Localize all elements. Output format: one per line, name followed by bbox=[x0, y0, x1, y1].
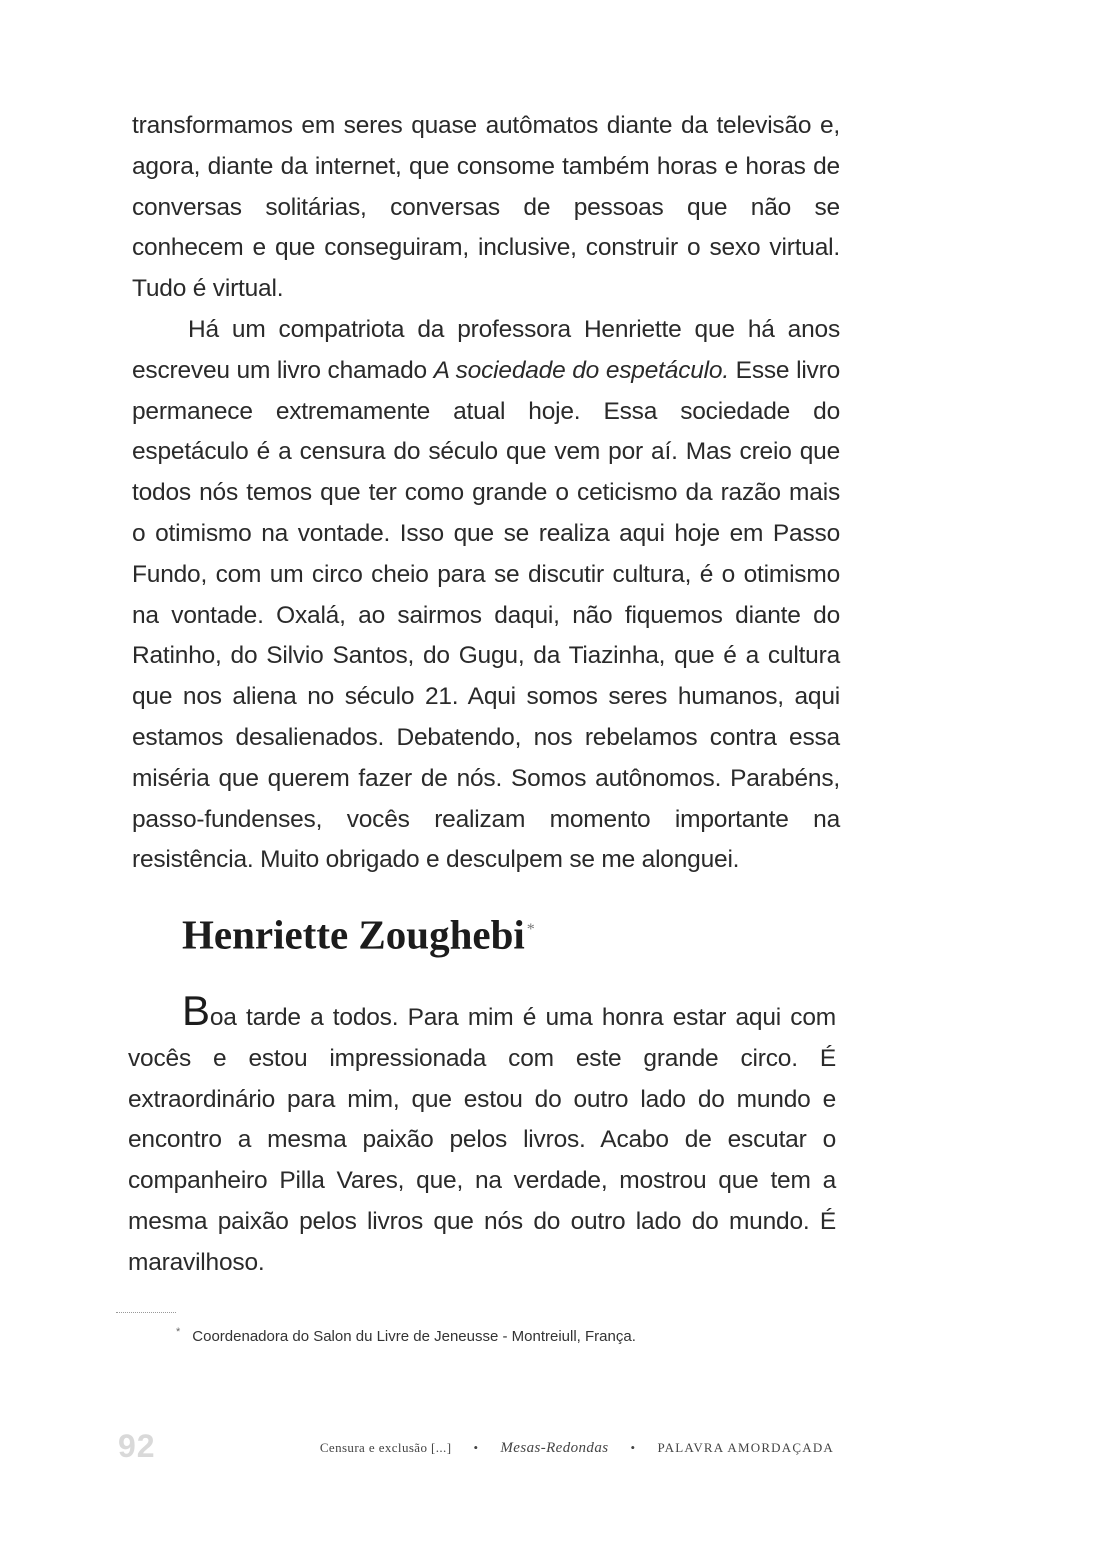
body-text-continued bbox=[132, 106, 840, 881]
paragraph-text-after: Esse livro permanece extremamente atual hoje. Essa sociedade do espetáculo é a censura do século que vem por aí. Mas creio que todos nós temos que ter como grande o ceticismo da razão mais o otimismo na vontade. Isso que se realiza aqui hoje em Passo Fundo, com um circo cheio para se discutir cultura, é o otimismo na vontade. Oxalá, ao sairmos daqui, não fiquemos diante do Ratinho, do Silvio Santos, do Gugu, da Tiazinha, que é a cultura que nos aliena no século 21. Aqui somos seres humanos, aqui estamos desalienados. Debatendo, nos rebelamos contra essa miséria que querem fazer de nós. Somos autônomos. Parabéns, passo-fundenses, vocês realizam momento importante na resistência. Muito obrigado e desculpem se me alonguei. bbox=[132, 356, 840, 874]
footnote-text: Coordenadora do Salon du Livre de Jeneusse - Montreiull, França. bbox=[192, 1328, 636, 1345]
speaker-text bbox=[128, 987, 836, 1284]
footnote bbox=[176, 1326, 636, 1345]
page-footer bbox=[118, 1428, 834, 1468]
speaker-paragraph bbox=[128, 987, 836, 1284]
running-head bbox=[320, 1440, 834, 1457]
footnote-reference: * bbox=[526, 921, 535, 938]
running-head-book-title: PALAVRA AMORDAÇADA bbox=[657, 1440, 834, 1455]
speaker-name: Henriette Zoughebi bbox=[182, 911, 525, 958]
page-number: 92 bbox=[118, 1428, 156, 1464]
bullet-separator: • bbox=[473, 1440, 479, 1455]
running-head-section: Mesas-Redondas bbox=[500, 1440, 609, 1456]
speaker-paragraph-text: oa tarde a todos. Para mim é uma honra estar aqui com vocês e estou impressionada com este grande circo. É extraordinário para mim, que estou do outro lado do mundo e encontro a mesma paixão pelos livros. Acabo de escutar o companheiro Pilla Vares, que, na verdade, mostrou que tem a mesma paixão pelos livros que nós do outro lado do mundo. É maravilhoso. bbox=[128, 1004, 836, 1276]
footnote-marker: * bbox=[176, 1326, 181, 1338]
paragraph-text-before: Há um compatriota da professora Henriette que há anos escreveu um livro chamado bbox=[132, 315, 840, 384]
drop-cap: B bbox=[182, 987, 210, 1034]
paragraph-compatriot bbox=[132, 310, 840, 881]
bullet-separator: • bbox=[630, 1440, 636, 1455]
paragraph-continuation: transformamos em seres quase autômatos diante da televisão e, agora, diante da internet, que consome também horas e horas de conversas solitárias, conversas de pessoas que não se conhecem e que conseguiram, inclusive, construir o sexo virtual. Tudo é virtual. bbox=[132, 112, 840, 303]
footnote-divider bbox=[116, 1312, 176, 1313]
speaker-heading bbox=[182, 900, 535, 965]
running-head-chapter: Censura e exclusão [...] bbox=[319, 1440, 452, 1455]
book-title: A sociedade do espetáculo. bbox=[433, 356, 729, 384]
